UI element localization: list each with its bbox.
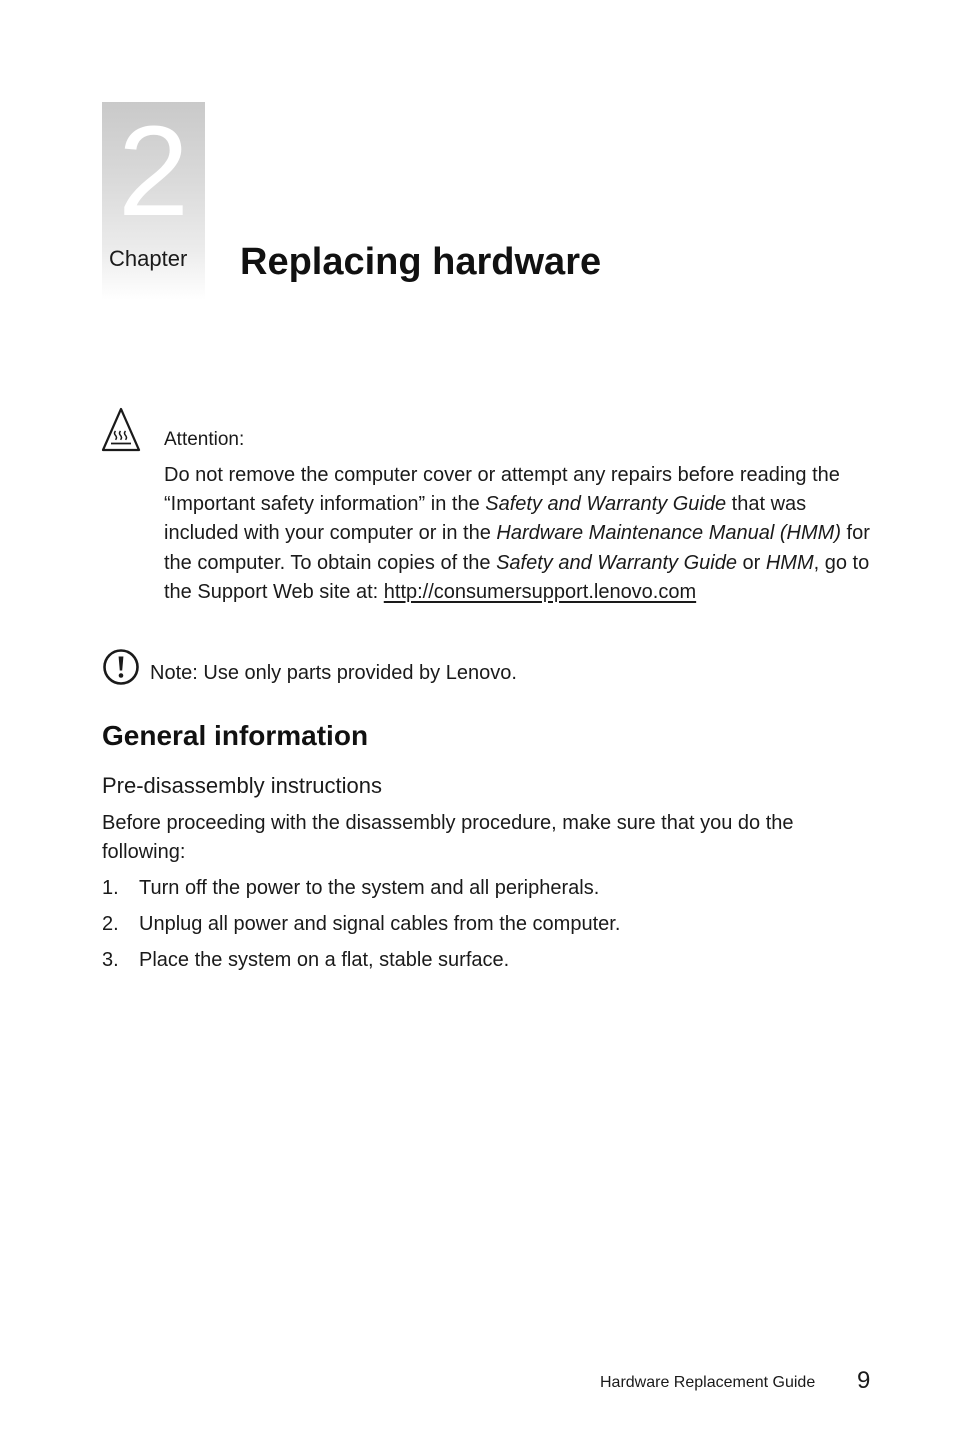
list-item: 2. Unplug all power and signal cables from the computer. [102,913,621,935]
support-site-link[interactable]: http://consumersupport.lenovo.com [383,580,697,603]
list-item: 1. Turn off the power to the system and all peripherals. [102,877,600,899]
chapter-title: Replacing hardware [240,241,602,283]
page-number: 9 [857,1367,871,1394]
exclamation-circle-icon [102,648,140,686]
section-heading: General information [102,720,369,751]
chapter-label: Chapter [109,246,188,271]
attention-body: Do not remove the computer cover or attempt any repairs before reading the “Important safety information” in the Safety and Warranty Guide that was included with your computer or in the Hardware Maintenance Manual (HMM) for the computer. To obtain copies of the Safety and Warranty Guide or HMM, go to the Support Web site at: http://consumersupport.lenovo.com [164,464,870,603]
subsection-heading: Pre-disassembly instructions [102,773,382,798]
note-text: Note: Use only parts provided by Lenovo. [150,662,517,684]
attention-title: Attention: [164,429,245,450]
chapter-number: 2 [117,100,190,243]
footer-title: Hardware Replacement Guide [600,1374,816,1391]
chapter-number-block [102,102,205,300]
hot-surface-warning-icon [101,406,141,452]
list-item: 3. Place the system on a flat, stable surface. [102,949,510,971]
intro-paragraph: Before proceeding with the disassembly procedure, make sure that you do the following: [102,812,794,864]
note-label: Note: [150,662,198,684]
